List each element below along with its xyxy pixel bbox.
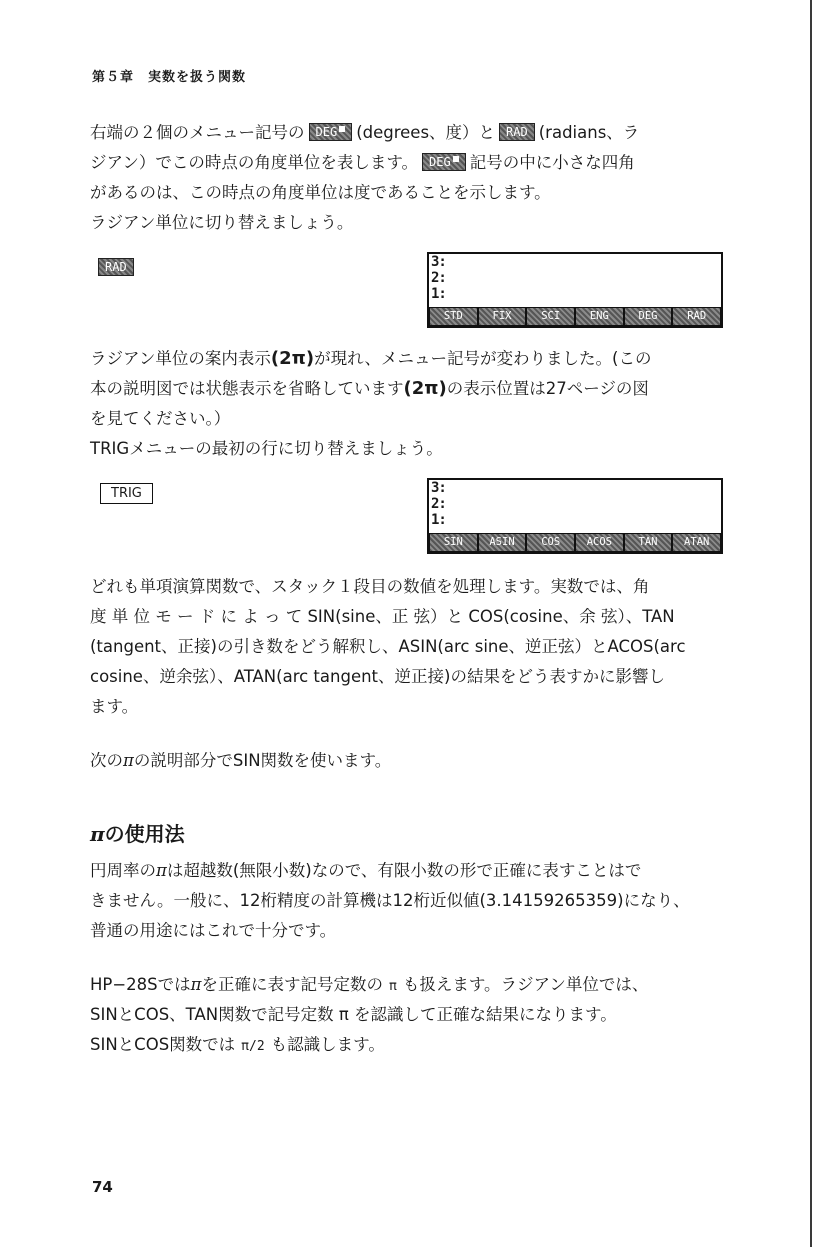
menu-row-2 bbox=[429, 533, 721, 552]
page-edge-line bbox=[810, 0, 812, 1247]
calculator-screen-2 bbox=[427, 478, 723, 554]
pi-over-2-constant: π/2 bbox=[241, 1039, 265, 1054]
intro-line-3: があるのは、この時点の角度単位は度であることを示します。 bbox=[90, 183, 551, 202]
pi-paragraph-2: HP−28Sではπを正確に表す記号定数の π も扱えます。ラジアン単位では、 SINとCOS、TAN関数で記号定数 π を認識して正確な結果になります。 SINとCOS関数では π/2 も認識します。 bbox=[90, 975, 649, 1054]
intro-paragraph bbox=[90, 118, 730, 238]
menu-key-eng[interactable]: ENG bbox=[576, 308, 623, 325]
menu-key-rad[interactable]: RAD bbox=[673, 308, 720, 325]
pi-symbol: π bbox=[90, 822, 105, 846]
menu-key-acos[interactable]: ACOS bbox=[576, 534, 623, 551]
after-line-2: 本の説明図では状態表示を省略しています(2π)の表示位置は27ページの図 bbox=[90, 378, 649, 399]
trig-key[interactable]: TRIG bbox=[100, 483, 153, 504]
small-square-icon bbox=[453, 156, 459, 162]
pi-paragraph-1: 円周率のπは超越数(無限小数)なので、有限小数の形で正確に表すことはで きません。一般に、12桁精度の計算機は12桁近似値(3.14159265359)になり、 普通の用途にはこれで十分です。 bbox=[90, 861, 690, 940]
stack-level-3: 3: bbox=[431, 254, 446, 270]
next-paragraph: 次のπの説明部分でSIN関数を使います。 bbox=[90, 751, 392, 770]
trig-description-paragraph bbox=[90, 572, 730, 722]
deg-menu-label: DEG bbox=[309, 123, 353, 141]
menu-key-std[interactable]: STD bbox=[430, 308, 477, 325]
rad-menu-label: RAD bbox=[499, 123, 535, 141]
stack-level-1: 1: bbox=[431, 286, 446, 302]
stack-level-3: 3: bbox=[431, 480, 446, 496]
menu-key-sci[interactable]: SCI bbox=[527, 308, 574, 325]
after-rad-paragraph bbox=[90, 344, 730, 464]
pi-symbolic-constant: π bbox=[389, 979, 397, 994]
trig-line-1: どれも単項演算関数で、スタック１段目の数値を処理します。実数では、角 bbox=[90, 577, 650, 596]
pi-symbol: π bbox=[123, 751, 134, 770]
intro-line-1: 右端の２個のメニュー記号の DEG (degrees、度）と RAD (radians、ラ bbox=[90, 123, 640, 142]
chapter-header: 第５章 実数を扱う関数 bbox=[92, 70, 247, 85]
after-line-4: TRIGメニューの最初の行に切り替えましょう。 bbox=[90, 439, 443, 458]
trig-line-3: (tangent、正接)の引き数をどう解釈し、ASIN(arc sine、逆正弦）とACOS(arc bbox=[90, 637, 686, 656]
stack-level-2: 2: bbox=[431, 270, 446, 286]
pi-symbol: π bbox=[156, 861, 167, 880]
menu-key-fix[interactable]: FIX bbox=[479, 308, 526, 325]
deg-menu-label-2: DEG bbox=[422, 153, 466, 171]
menu-key-cos[interactable]: COS bbox=[527, 534, 574, 551]
pi-symbol: π bbox=[190, 975, 202, 994]
menu-key-asin[interactable]: ASIN bbox=[479, 534, 526, 551]
intro-line-2: ジアン）でこの時点の角度単位を表します。 DEG 記号の中に小さな四角 bbox=[90, 153, 635, 172]
trig-line-5: ます。 bbox=[90, 697, 139, 716]
intro-line-4: ラジアン単位に切り替えましょう。 bbox=[90, 213, 354, 232]
after-line-1: ラジアン単位の案内表示(2π)が現れ、メニュー記号が変わりました。(この bbox=[90, 348, 652, 369]
menu-key-sin[interactable]: SIN bbox=[430, 534, 477, 551]
after-line-3: を見てください。） bbox=[90, 409, 231, 428]
trig-line-4: cosine、逆余弦）、ATAN(arc tangent、逆正接)の結果をどう表すかに影響し bbox=[90, 667, 665, 686]
menu-key-tan[interactable]: TAN bbox=[625, 534, 672, 551]
calculator-screen-1 bbox=[427, 252, 723, 328]
section-title: πの使用法 bbox=[90, 822, 185, 846]
menu-key-deg[interactable]: DEG bbox=[625, 308, 672, 325]
menu-key-atan[interactable]: ATAN bbox=[673, 534, 720, 551]
menu-row-1 bbox=[429, 307, 721, 326]
trig-line-2: 度 単 位 モ ー ド に よ っ て SIN(sine、正 弦）と COS(cosine、余 弦）、TAN bbox=[90, 607, 675, 626]
stack-level-2: 2: bbox=[431, 496, 446, 512]
two-pi-annunciator: (2π) bbox=[270, 348, 315, 369]
stack-level-1: 1: bbox=[431, 512, 446, 528]
rad-key[interactable]: RAD bbox=[98, 258, 134, 276]
page-number: 74 bbox=[92, 1178, 113, 1196]
small-square-icon bbox=[339, 126, 345, 132]
two-pi-annunciator-2: (2π) bbox=[403, 378, 447, 399]
